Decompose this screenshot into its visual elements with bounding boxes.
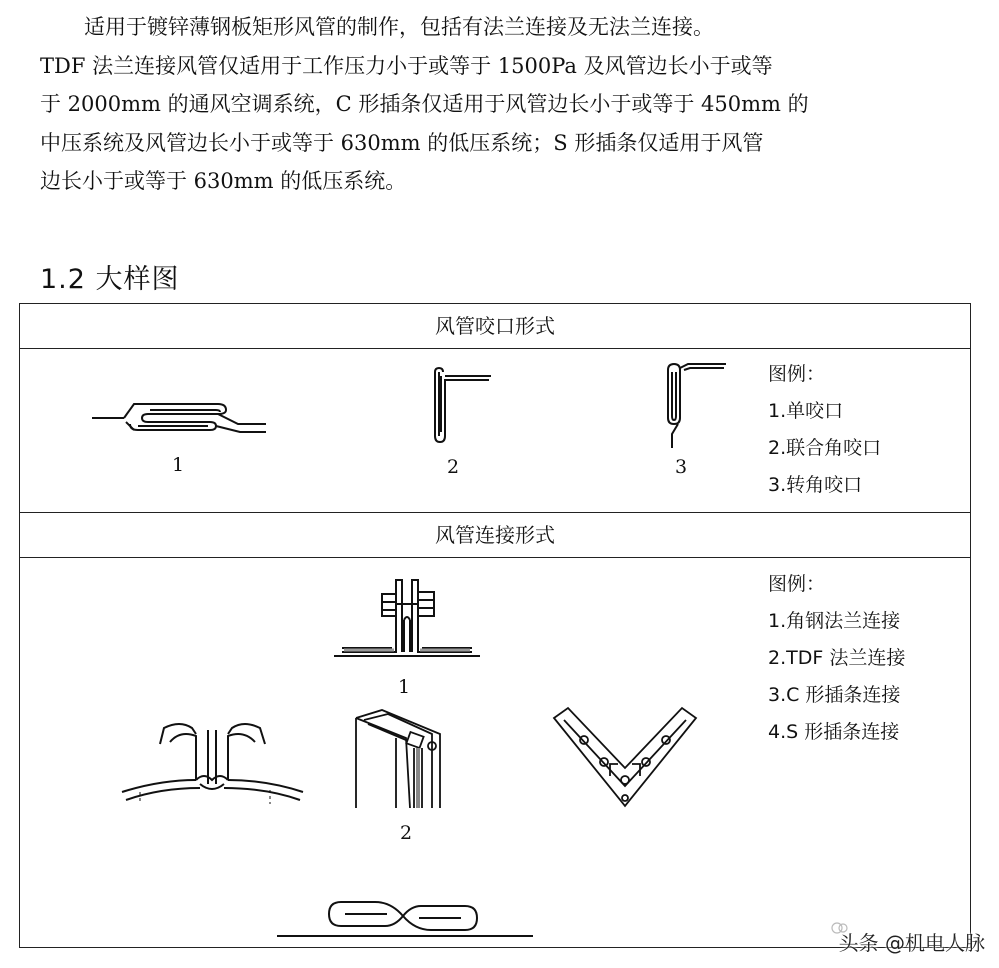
watermark: 头条 @机电人脉: [838, 931, 985, 955]
seam-legend-title: 图例：: [768, 363, 826, 385]
seam-label-2: 2: [447, 456, 460, 478]
angle-flange-drawing: [332, 570, 482, 662]
tdf-flange-section-drawing: [120, 714, 305, 806]
connection-legend-title: 图例：: [768, 573, 826, 595]
seam-label-1: 1: [172, 454, 185, 476]
seam-legend-item-3: 3.转角咬口: [768, 474, 863, 496]
intro-line-3: 于 2000mm 的通风空调系统，C 形插条仅适用于风管边长小于或等于 450mm 的: [40, 92, 809, 116]
seam-legend-item-1: 1.单咬口: [768, 400, 844, 422]
corner-bracket-drawing: [550, 706, 700, 810]
detail-figure: [19, 303, 971, 948]
intro-line-5: 边长小于或等于 630mm 的低压系统。: [40, 169, 407, 193]
corner-seam-drawing: [658, 360, 738, 450]
connection-legend-item-4: 4.S 形插条连接: [768, 721, 900, 743]
tdf-corner-frame-drawing: [352, 708, 444, 810]
connection-legend-item-3: 3.C 形插条连接: [768, 684, 901, 706]
connection-label-2: 2: [400, 822, 413, 844]
intro-line-2: TDF 法兰连接风管仅适用于工作压力小于或等于 1500Pa 及风管边长小于或等: [40, 53, 773, 78]
connection-legend-item-2: 2.TDF 法兰连接: [768, 647, 906, 669]
seam-legend-item-2: 2.联合角咬口: [768, 437, 882, 459]
pittsburgh-seam-drawing: [425, 366, 495, 446]
seam-panel-header: 风管咬口形式: [20, 304, 970, 349]
intro-paragraph: [40, 8, 955, 201]
connection-legend: [768, 566, 905, 751]
single-seam-drawing: [90, 392, 280, 442]
section-title: 1.2 大样图: [40, 264, 180, 295]
connection-panel-header: 风管连接形式: [20, 512, 970, 558]
connection-label-1: 1: [398, 676, 411, 698]
seam-label-3: 3: [675, 456, 688, 478]
seam-legend: [768, 356, 881, 504]
intro-line-1: 适用于镀锌薄钢板矩形风管的制作，包括有法兰连接及无法兰连接。: [84, 15, 714, 39]
connection-legend-item-1: 1.角钢法兰连接: [768, 610, 901, 632]
s-cleat-drawing: [275, 894, 535, 942]
intro-line-4: 中压系统及风管边长小于或等于 630mm 的低压系统；S 形插条仅适用于风管: [40, 130, 764, 155]
